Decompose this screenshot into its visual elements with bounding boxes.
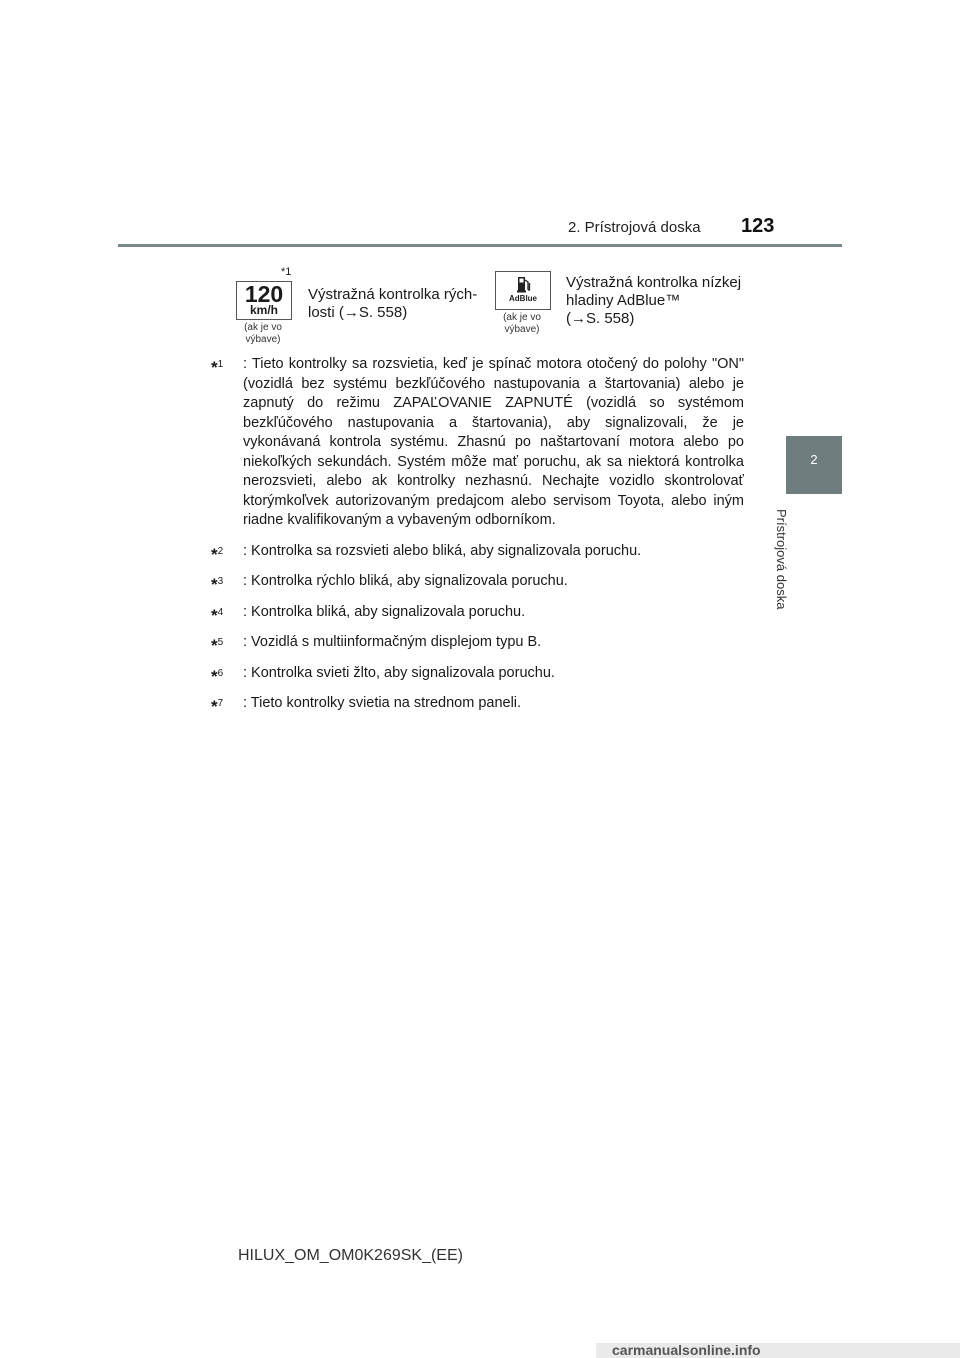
footnote [211,633,744,653]
speed-icon-caption-line2: výbave) [245,334,281,345]
header-divider [118,244,842,247]
adblue-icon-caption [486,312,558,336]
adblue-icon-caption-line1: (ak je vo [503,312,541,323]
footnote-text: : Tieto kontrolky sa rozsvietia, keď je spínač motora otočený do polohy "ON" (vozidlá bez systému bezkľúčového nastupovania a štartovania) alebo je zapnutý do režimu ZAPAĽOVANIE ZAPNUTÉ (vozidlá so systémom bezkľúčového nastupovania a štartovania), aby signalizovali, že je vykonávaná kontrola systému. Zhasnú po naštartovaní motora alebo po niekoľkých sekundách. Systém môže mať poruchu, ak sa niektorá kontrolka nerozsvieti, alebo ak kontrolky nezhasnú. Nechajte vozidlo skontrolovať ktorýmkoľvek autorizovaným predajcom alebo servisom Toyota, alebo iným riadne kvalifikovaným a vybaveným odborníkom. [243,356,744,528]
adblue-warning-description-line3: (→S. 558) [566,310,635,327]
adblue-warning-description-line2: hladiny AdBlue™ [566,292,681,309]
page-number: 123 [741,215,775,237]
speed-warning-description-line1: Výstražná kontrolka rých- [308,286,478,303]
speed-icon-caption [226,322,300,346]
watermark-link[interactable]: carmanualsonline.info [612,1342,761,1358]
adblue-warning-description-line1: Výstražná kontrolka nízkej [566,274,742,291]
footnote-marker: *$^7$ [211,697,224,716]
footnote-marker: *$^6$ [211,666,224,686]
fuel-pump-icon [517,275,531,293]
adblue-icon-caption-line2: výbave) [504,324,540,335]
footnote-text: : Kontrolka svieti žlto, aby signalizovala poruchu. [243,664,555,681]
footnote [211,355,744,531]
footnote-text: : Kontrolka bliká, aby signalizovala poruchu. [243,603,526,620]
speed-warning-footnote-marker: *1 [281,266,292,278]
chapter-tab[interactable] [786,436,842,494]
header-section-title: 2. Prístrojová doska [568,219,701,236]
chapter-number: 2 [810,452,818,467]
footnote [211,664,744,684]
footnote-text: : Kontrolka rýchlo bliká, aby signalizovala poruchu. [243,573,568,589]
adblue-warning-description [566,274,766,328]
speed-warning-description-line2: losti (→S. 558) [308,304,408,321]
footnotes-list [211,355,744,725]
document-id: HILUX_OM_OM0K269SK_(EE) [238,1247,463,1264]
speed-icon-unit: km/h [249,303,278,317]
chapter-label [774,505,819,635]
footnote [211,542,744,562]
footnote [211,603,744,623]
footnote-text: : Kontrolka sa rozsvieti alebo bliká, aby signalizovala poruchu. [243,542,642,559]
speed-warning-description [308,286,483,322]
footnote-text: : Vozidlá s multiinformačným displejom typu B. [243,634,542,650]
footnote [211,572,744,592]
footnote-marker: *$^5$ [211,636,224,655]
speed-120-kmh-icon [236,281,292,320]
speed-icon-caption-line1: (ak je vo [244,322,282,333]
adblue-level-icon [495,271,551,310]
footnote-marker: *$^2$ [211,544,224,564]
chapter-label-text: Prístrojová doska [774,509,789,610]
footnote-marker: *$^1$ [211,358,224,377]
footnote-text: : Tieto kontrolky svietia na strednom paneli. [243,695,522,711]
footnote-marker: *$^4$ [211,605,224,625]
footnote [211,694,744,714]
footnote-marker: *$^3$ [211,575,224,594]
speed-icon-value: 120 [244,281,284,307]
adblue-icon-label: AdBlue [509,294,537,303]
